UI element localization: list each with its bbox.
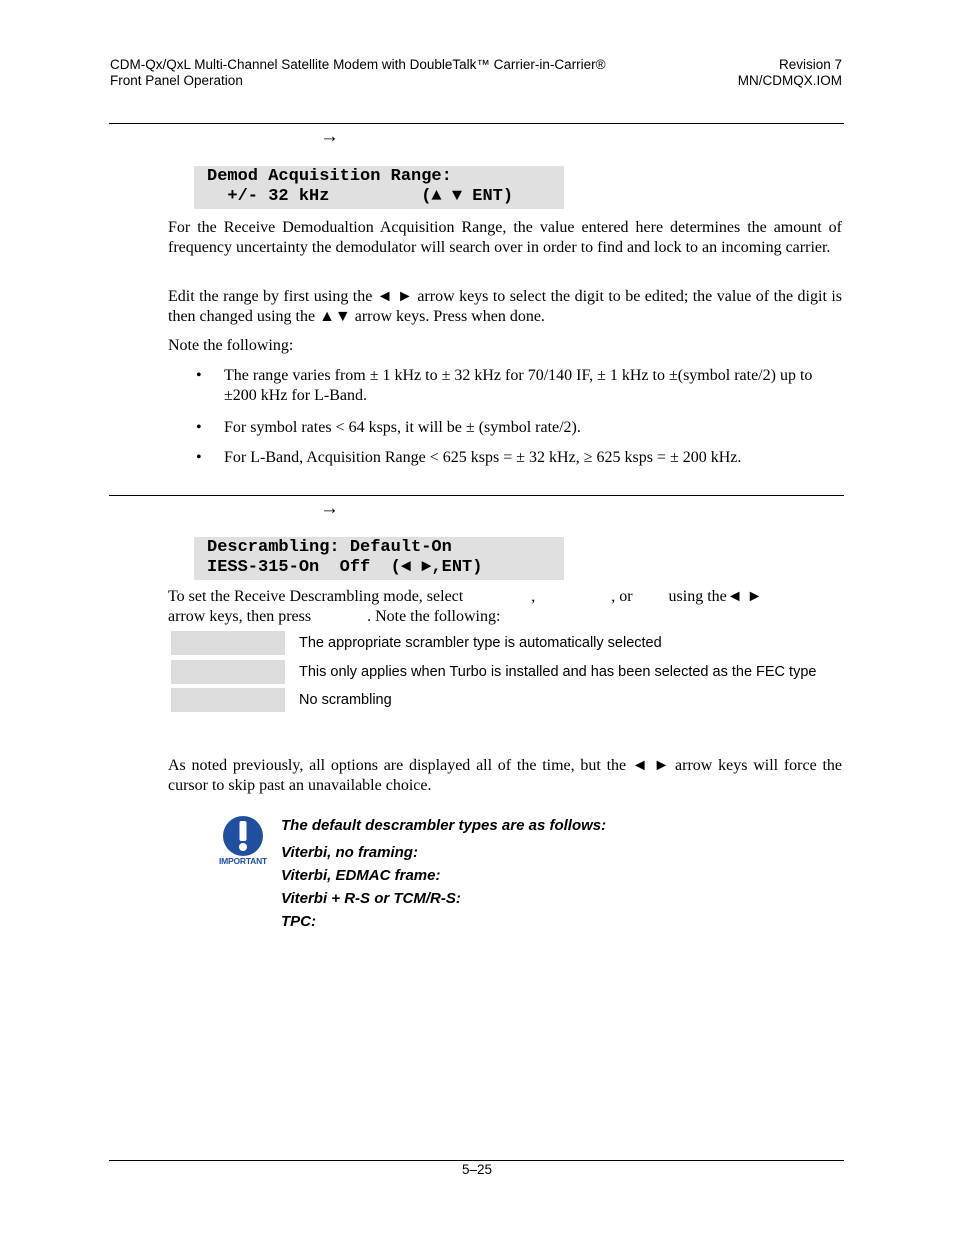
arrow-right-icon: → <box>320 498 339 519</box>
bullet-item: The range varies from ± 1 kHz to ± 32 kHz for 70/140 IF, ± 1 kHz to ±(symbol rate/2) up to ±200 kHz for L-Band. <box>224 367 813 404</box>
lcd-display-acquisition-range <box>194 166 564 209</box>
lcd-line-1: Demod Acquisition Range: <box>207 167 452 186</box>
important-line: Viterbi + R-S or TCM/R-S: <box>281 890 461 907</box>
important-line: TPC: <box>281 913 316 930</box>
lcd-line-2: IESS-315-On Off (◄ ►,ENT) <box>207 558 483 577</box>
table-option-cell <box>171 631 285 655</box>
footer-divider <box>109 1160 844 1161</box>
bullet-item: For symbol rates < 64 ksps, it will be ± (symbol rate/2). <box>224 419 581 436</box>
header-title: CDM-Qx/QxL Multi-Channel Satellite Modem with DoubleTalk™ Carrier-in-Carrier® <box>110 57 606 72</box>
paragraph-acquisition-range: For the Receive Demodualtion Acquisition Range, the value entered here determines the amount of frequency uncertainty the demodulator will search over in order to find and lock to an incoming carrier. <box>168 219 842 256</box>
paragraph-arrow-keys: As noted previously, all options are displayed all of the time, but the ◄ ► arrow keys will force the cursor to skip past an unavailable choice. <box>168 757 842 794</box>
arrow-right-icon: → <box>320 126 339 147</box>
lcd-line-1: Descrambling: Default-On <box>207 538 452 557</box>
header-doc-number: MN/CDMQX.IOM <box>737 73 842 88</box>
important-notice-icon <box>216 815 270 867</box>
table-description: The appropriate scrambler type is automatically selected <box>299 635 662 651</box>
section-divider <box>109 495 844 496</box>
lcd-line-2: +/- 32 kHz (▲ ▼ ENT) <box>207 187 514 206</box>
bullet-icon: • <box>196 419 202 436</box>
bullet-icon: • <box>196 367 202 384</box>
paragraph-descrambling-line1: To set the Receive Descrambling mode, select , , or using the◄ ► <box>168 588 763 605</box>
section-divider <box>109 123 844 124</box>
paragraph-note: Note the following: <box>168 337 294 354</box>
important-line: Viterbi, EDMAC frame: <box>281 867 441 884</box>
important-line: Viterbi, no framing: <box>281 844 418 861</box>
lcd-display-descrambling <box>194 537 564 580</box>
table-option-cell <box>171 688 285 712</box>
important-heading: The default descrambler types are as follows: <box>281 817 607 834</box>
table-option-cell <box>171 660 285 684</box>
table-description: No scrambling <box>299 692 392 708</box>
header-subtitle: Front Panel Operation <box>110 73 243 88</box>
paragraph-edit-range: Edit the range by first using the ◄ ► arrow keys to select the digit to be edited; the value of the digit is then changed using the ▲▼ arrow keys. Press when done. <box>168 288 842 325</box>
page-number: 5–25 <box>461 1162 493 1177</box>
bullet-item: For L-Band, Acquisition Range < 625 ksps = ± 32 kHz, ≥ 625 ksps = ± 200 kHz. <box>224 449 742 466</box>
table-description: This only applies when Turbo is installed and has been selected as the FEC type <box>299 664 817 680</box>
paragraph-descrambling-line2: arrow keys, then press . Note the following: <box>168 608 501 625</box>
bullet-icon: • <box>196 449 202 466</box>
header-revision: Revision 7 <box>778 57 842 72</box>
important-icon-label: IMPORTANT <box>218 856 268 866</box>
